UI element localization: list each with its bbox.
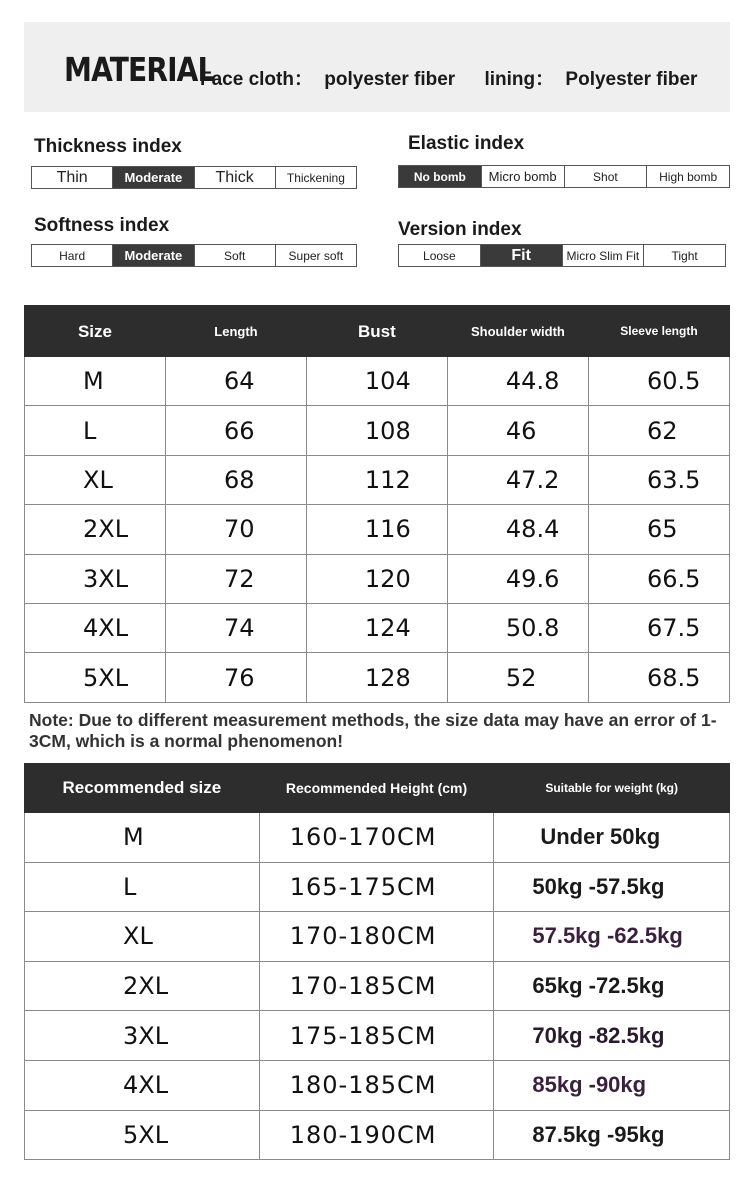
recommendation-table-row xyxy=(25,912,730,962)
header-recommended-height: Recommended Height (cm) xyxy=(259,764,494,813)
recommendation-table-row xyxy=(25,1011,730,1061)
cell-shoulder-width: 48.4 xyxy=(447,505,588,554)
material-title: MATERIAL xyxy=(64,50,215,89)
header-length: Length xyxy=(165,306,306,357)
thickness-option-thick: Thick xyxy=(194,167,275,188)
version-option-loose: Loose xyxy=(423,248,456,263)
cell-bust: 120 xyxy=(306,554,447,603)
header-bust: Bust xyxy=(306,306,447,357)
cell-suitable-weight: Under 50kg xyxy=(494,813,730,863)
cell-shoulder-width: 46 xyxy=(447,406,588,455)
cell-shoulder-width: 47.2 xyxy=(447,455,588,504)
elastic-option-micro-bomb: Micro bomb xyxy=(481,166,564,187)
cell-sleeve-length: 63.5 xyxy=(588,455,729,504)
version-option-fit: Fit xyxy=(480,245,562,266)
header-recommended-size: Recommended size xyxy=(25,764,260,813)
cell-shoulder-width: 50.8 xyxy=(447,603,588,652)
elastic-option-no-bomb: No bomb xyxy=(399,166,481,187)
cell-length: 74 xyxy=(165,603,306,652)
thickness-index-bar xyxy=(31,166,357,189)
softness-option-super-soft: Super soft xyxy=(275,245,356,266)
size-table-header xyxy=(25,306,730,357)
version-index-label: Version index xyxy=(398,219,522,240)
cell-recommended-height: 165-175CM xyxy=(259,862,494,912)
size-table-row xyxy=(25,554,730,603)
elastic-option-high-bomb: High bomb xyxy=(646,166,729,187)
cell-suitable-weight: 65kg -72.5kg xyxy=(494,961,730,1011)
header-size: Size xyxy=(25,306,166,357)
cell-sleeve-length: 60.5 xyxy=(588,357,729,406)
softness-option-hard: Hard xyxy=(59,248,86,263)
cell-sleeve-length: 65 xyxy=(588,505,729,554)
cell-length: 64 xyxy=(165,357,306,406)
header-shoulder-width: Shoulder width xyxy=(447,306,588,357)
size-table-row xyxy=(25,406,730,455)
cell-bust: 108 xyxy=(306,406,447,455)
header-sleeve-length: Sleeve length xyxy=(588,306,729,357)
cell-bust: 104 xyxy=(306,357,447,406)
cell-recommended-size: 5XL xyxy=(25,1110,260,1160)
cell-recommended-size: 2XL xyxy=(25,961,260,1011)
cell-suitable-weight: 50kg -57.5kg xyxy=(494,862,730,912)
cell-recommended-height: 170-185CM xyxy=(259,961,494,1011)
cell-size: M xyxy=(25,357,166,406)
cell-recommended-height: 180-190CM xyxy=(259,1110,494,1160)
cell-length: 68 xyxy=(165,455,306,504)
recommendation-table-row xyxy=(25,862,730,912)
softness-option-moderate: Moderate xyxy=(112,245,193,266)
cell-recommended-size: L xyxy=(25,862,260,912)
softness-option-soft: Soft xyxy=(194,245,275,266)
face-cloth-value: polyester fiber xyxy=(324,69,456,90)
elastic-index-bar xyxy=(398,165,730,188)
size-table-row xyxy=(25,505,730,554)
cell-recommended-size: 3XL xyxy=(25,1011,260,1061)
cell-recommended-height: 170-180CM xyxy=(259,912,494,962)
cell-shoulder-width: 44.8 xyxy=(447,357,588,406)
cell-suitable-weight: 87.5kg -95kg xyxy=(494,1110,730,1160)
cell-length: 72 xyxy=(165,554,306,603)
size-table-row xyxy=(25,455,730,504)
lining-label: lining： xyxy=(484,69,555,90)
thickness-option-moderate: Moderate xyxy=(112,167,193,188)
elastic-index-label: Elastic index xyxy=(408,133,525,154)
cell-bust: 112 xyxy=(306,455,447,504)
size-table xyxy=(24,305,730,703)
softness-index-label: Softness index xyxy=(34,215,170,236)
cell-sleeve-length: 66.5 xyxy=(588,554,729,603)
recommendation-table-row xyxy=(25,1060,730,1110)
cell-recommended-height: 160-170CM xyxy=(259,813,494,863)
softness-index-bar xyxy=(31,244,357,267)
header-suitable-weight: Suitable for weight (kg) xyxy=(494,764,730,813)
size-table-row xyxy=(25,603,730,652)
cell-recommended-size: XL xyxy=(25,912,260,962)
version-index-bar xyxy=(398,244,726,267)
elastic-option-shot: Shot xyxy=(564,166,647,187)
size-table-row xyxy=(25,653,730,702)
cell-sleeve-length: 67.5 xyxy=(588,603,729,652)
thickness-index-label: Thickness index xyxy=(34,136,182,157)
recommendation-table-row xyxy=(25,1110,730,1160)
lining-value: Polyester fiber xyxy=(565,69,698,90)
material-line xyxy=(200,64,703,91)
recommendation-table-row xyxy=(25,961,730,1011)
size-table-row xyxy=(25,357,730,406)
face-cloth-label: Face cloth： xyxy=(200,69,313,90)
thickness-option-thickening: Thickening xyxy=(275,167,356,188)
measurement-note: Note: Due to different measurement methods, the size data may have an error of 1-3CM, which is a normal phenomenon! xyxy=(29,710,717,751)
cell-suitable-weight: 85kg -90kg xyxy=(494,1060,730,1110)
cell-size: L xyxy=(25,406,166,455)
cell-recommended-height: 180-185CM xyxy=(259,1060,494,1110)
thickness-option-thin: Thin xyxy=(56,168,88,186)
cell-size: 3XL xyxy=(25,554,166,603)
version-option-tight: Tight xyxy=(643,245,725,266)
cell-sleeve-length: 62 xyxy=(588,406,729,455)
cell-size: 2XL xyxy=(25,505,166,554)
cell-bust: 124 xyxy=(306,603,447,652)
cell-size: 5XL xyxy=(25,653,166,702)
cell-size: XL xyxy=(25,455,166,504)
cell-shoulder-width: 52 xyxy=(447,653,588,702)
cell-length: 66 xyxy=(165,406,306,455)
cell-length: 70 xyxy=(165,505,306,554)
version-option-micro-slim-fit: Micro Slim Fit xyxy=(562,245,644,266)
cell-bust: 116 xyxy=(306,505,447,554)
cell-length: 76 xyxy=(165,653,306,702)
cell-recommended-size: 4XL xyxy=(25,1060,260,1110)
recommendation-table xyxy=(24,763,730,1160)
cell-recommended-size: M xyxy=(25,813,260,863)
recommendation-table-row xyxy=(25,813,730,863)
cell-suitable-weight: 57.5kg -62.5kg xyxy=(494,912,730,962)
cell-suitable-weight: 70kg -82.5kg xyxy=(494,1011,730,1061)
cell-recommended-height: 175-185CM xyxy=(259,1011,494,1061)
material-banner xyxy=(24,22,730,112)
recommendation-table-header xyxy=(25,764,730,813)
cell-shoulder-width: 49.6 xyxy=(447,554,588,603)
cell-size: 4XL xyxy=(25,603,166,652)
cell-bust: 128 xyxy=(306,653,447,702)
cell-sleeve-length: 68.5 xyxy=(588,653,729,702)
